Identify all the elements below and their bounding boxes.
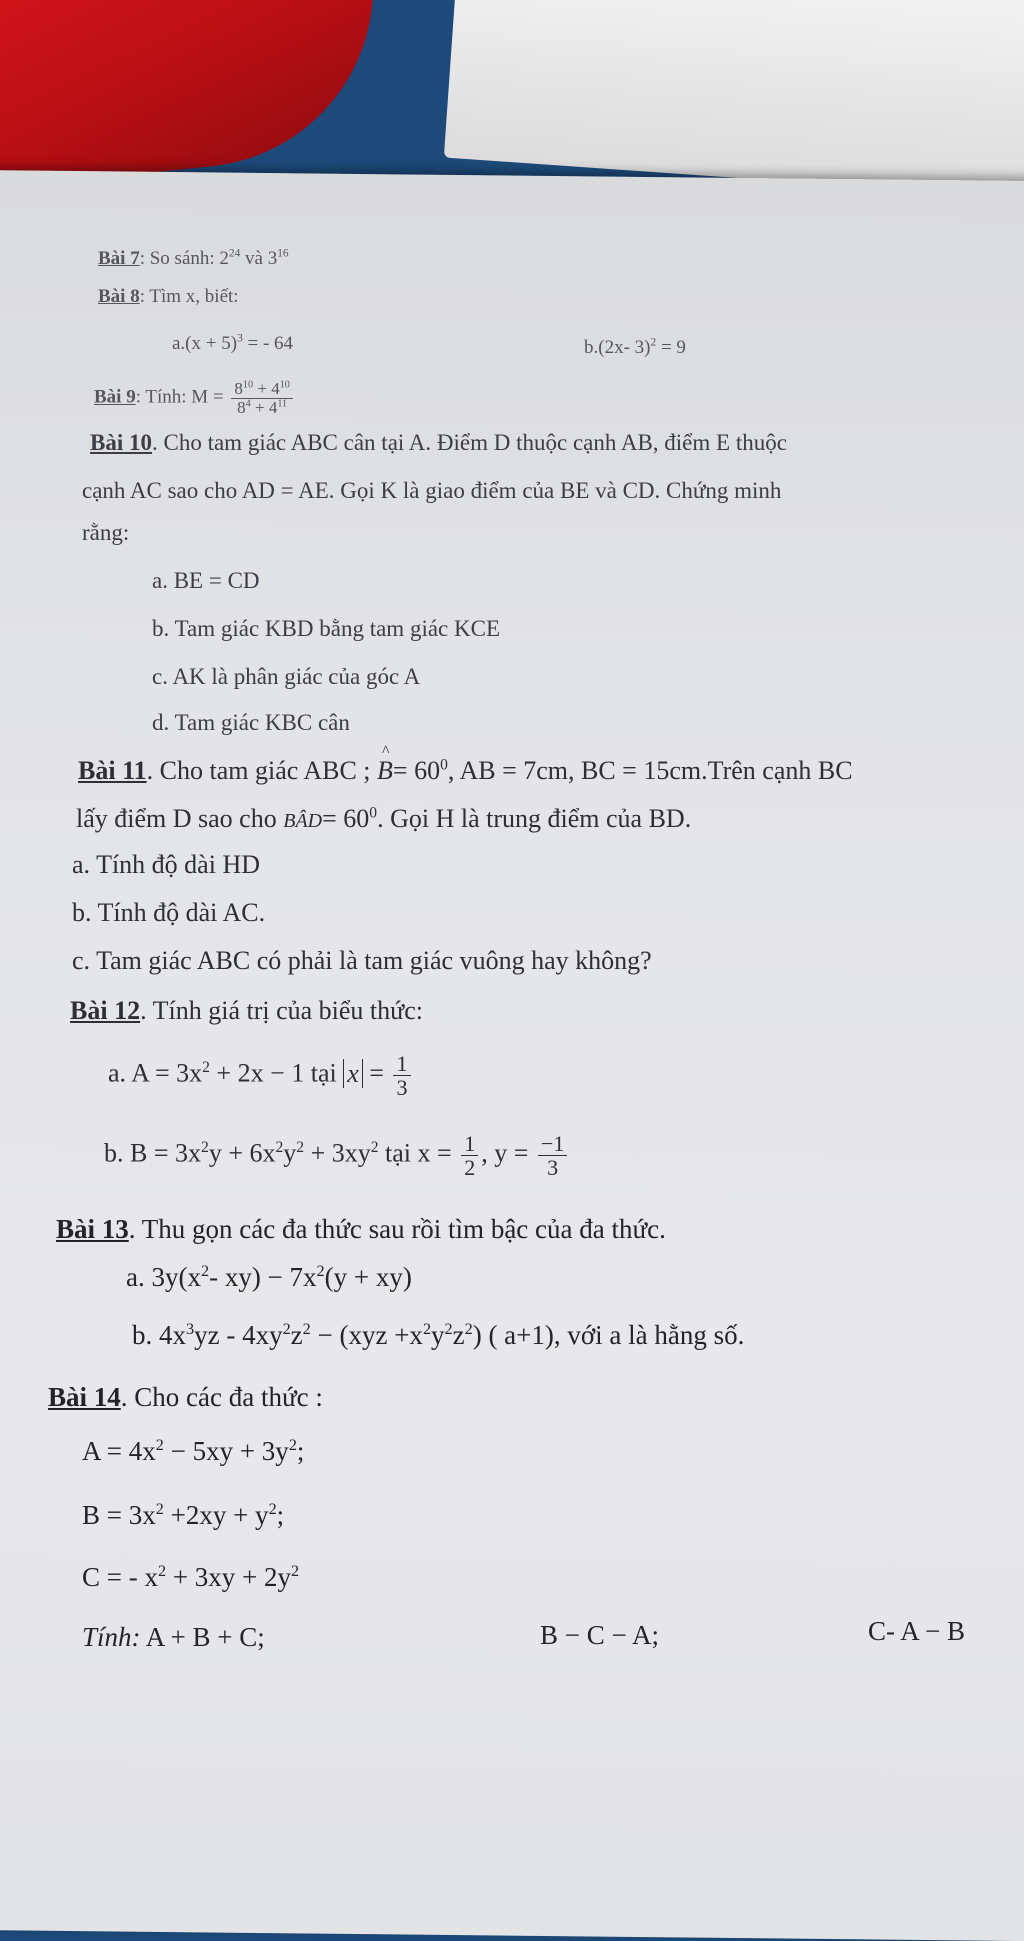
- exercise-11: Bài 11. Cho tam giác ABC ; ^ $B= 60^0$, AB = 7cm, BC = 15cm.Trên cạnh BC: [78, 756, 853, 786]
- exercise-12: Bài 12. Tính giá trị của biểu thức:: [70, 996, 424, 1025]
- fraction-one-third: $\frac{1}{3}$: [393, 1052, 410, 1099]
- exercise-10-line2: cạnh AC sao cho AD = AE. Gọi K là giao điểm của BE và CD. Chứng minh: [82, 478, 782, 503]
- exercise-14: Bài 14. Cho các đa thức :: [48, 1382, 323, 1412]
- exercise-10-c: c. AK là phân giác của góc A: [152, 664, 421, 689]
- polynomial-A: $A = 4x^2 - 5xy + 3y^2$;: [82, 1436, 305, 1466]
- polynomial-C: C = - $x^2 + 3xy + 2y^2$: [82, 1562, 300, 1592]
- exercise-12-a: a. $A = 3x^2 + 2x - 1$ tại x = $\frac{1}{3}$: [108, 1052, 414, 1099]
- exercise-9: Bài 9: Tính: M = $\frac{8^{10} + 4^{10}}{8^4 + 4^{11}}$: [94, 380, 296, 417]
- operation-2: B − C − A;: [540, 1620, 659, 1650]
- exercise-11-line2: lấy điểm D sao cho BÂD= $60^0$. Gọi H là trung điểm của BD.: [76, 804, 692, 833]
- exercise-11-a: a. Tính độ dài HD: [72, 850, 260, 879]
- exercise-11-b: b. Tính độ dài AC.: [72, 898, 266, 927]
- exercise-10-line3: rằng:: [82, 520, 130, 545]
- exercise-10-d: d. Tam giác KBC cân: [152, 710, 350, 735]
- fraction-one-half: $\frac{1}{2}$: [461, 1132, 478, 1179]
- exercise-13-b: b. $4x^3yz - 4xy^2z^2 - (xyz +x^2y^2z^2)$ ( a+1), với a là hằng số.: [132, 1320, 745, 1350]
- fraction-minus-one-third: $\frac{-1}{3}$: [538, 1132, 568, 1179]
- exercise-8-a: $a.(x + 5)^3$ = - 64: [172, 332, 294, 354]
- exercise-7: Bài 7: So sánh: $2^{24}$ và $3^{16}$: [98, 247, 289, 269]
- fraction-M: $\frac{8^{10} + 4^{10}}{8^4 + 4^{11}}$: [231, 380, 292, 417]
- exercise-10-a: a. BE = CD: [152, 568, 260, 593]
- exercise-13-a: a. $3y(x^2-$ $xy) - 7x^2(y + xy)$: [126, 1262, 412, 1292]
- exercise-11-c: c. Tam giác ABC có phải là tam giác vuông hay không?: [72, 946, 652, 975]
- exercise-12-b: b. $B = 3x^2y + 6x^2y^2 + 3xy^2$ tại x = $\frac{1}{2}$ , y = $\frac{-1}{3}$: [104, 1132, 570, 1179]
- operation-3: C- A − B: [868, 1616, 966, 1646]
- exercise-8: Bài 8: Tìm x, biết:: [98, 286, 239, 307]
- exercise-10: Bài 10. Cho tam giác ABC cân tại A. Điểm D thuộc cạnh AB, điểm E thuộc: [90, 430, 787, 455]
- exercise-10-b: b. Tam giác KBD bằng tam giác KCE: [152, 616, 500, 641]
- polynomial-B: $B = 3x^2 +2xy + y^2$;: [82, 1500, 285, 1530]
- exercise-13: Bài 13. Thu gọn các đa thức sau rồi tìm bậc của đa thức.: [56, 1214, 666, 1244]
- tinh-row: Tính: A + B + C;: [82, 1622, 265, 1652]
- exercise-8-b: b.(2x- 3)$^2$ = 9: [584, 336, 686, 358]
